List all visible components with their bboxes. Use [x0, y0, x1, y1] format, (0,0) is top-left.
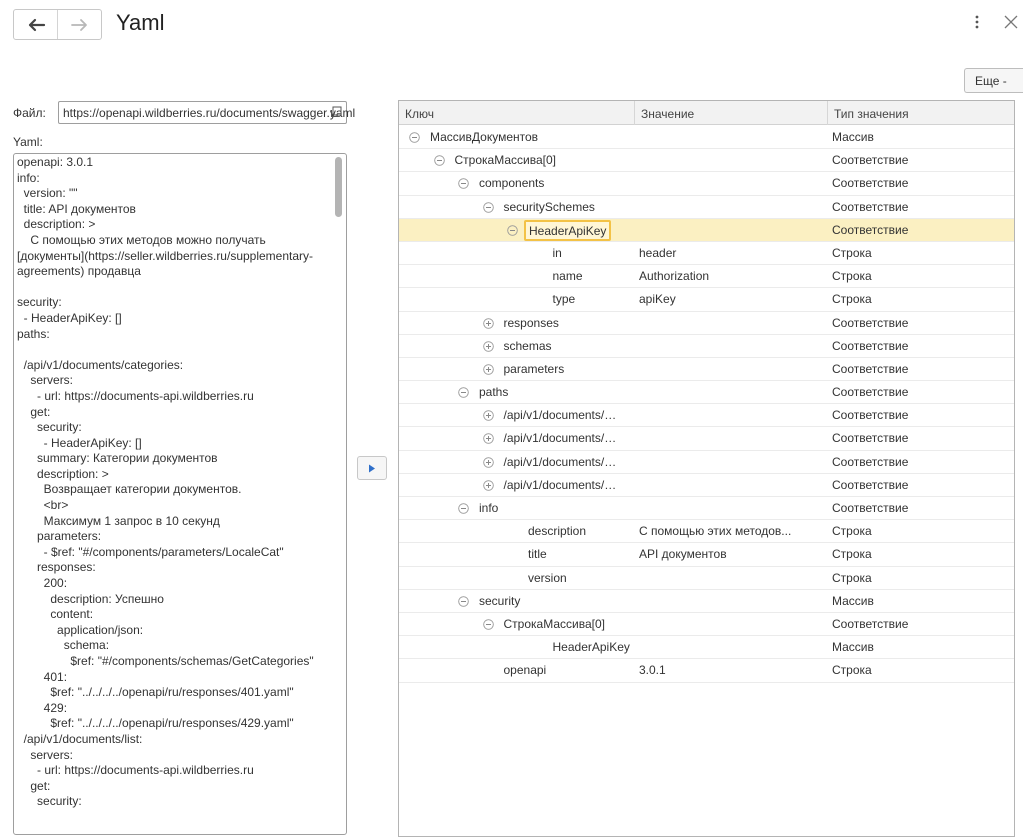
- tree-row[interactable]: [399, 265, 1014, 288]
- expand-icon[interactable]: [483, 480, 494, 491]
- collapse-icon[interactable]: [409, 132, 420, 143]
- collapse-icon[interactable]: [458, 503, 469, 514]
- open-file-button[interactable]: [324, 102, 346, 123]
- more-vertical-icon[interactable]: [969, 12, 985, 32]
- tree-row[interactable]: [399, 126, 1014, 149]
- tree-row[interactable]: [399, 149, 1014, 172]
- column-value[interactable]: Значение: [635, 101, 828, 125]
- tree-key-text: description: [528, 524, 587, 539]
- expand-icon[interactable]: [483, 318, 494, 329]
- tree-row[interactable]: [399, 590, 1014, 613]
- tree-key-text: openapi: [503, 663, 547, 678]
- collapse-icon[interactable]: [458, 596, 469, 607]
- arrow-left-icon: [26, 18, 46, 32]
- tree-row[interactable]: [399, 312, 1014, 335]
- tree-cell-type: Строка: [832, 547, 872, 562]
- tree-cell-value: [639, 404, 825, 427]
- tree-cell-key: [399, 567, 635, 590]
- more-actions-button[interactable]: Еще -: [964, 68, 1023, 93]
- tree-cell-type: Массив: [832, 130, 874, 144]
- expand-icon[interactable]: [483, 341, 494, 352]
- arrow-right-icon: [70, 18, 90, 32]
- tree-cell-type: Соответствие: [832, 454, 909, 469]
- tree-cell-value: [639, 427, 825, 450]
- tree-cell-value: apiKey: [639, 292, 676, 307]
- tree-key-text: title: [528, 547, 547, 562]
- collapse-icon[interactable]: [483, 202, 494, 213]
- collapse-icon[interactable]: [507, 225, 518, 236]
- tree-cell-value: Authorization: [639, 269, 710, 284]
- tree-cell-value: [639, 126, 825, 149]
- tree-row[interactable]: [399, 219, 1014, 242]
- tree-cell-key: [399, 242, 635, 265]
- expand-icon[interactable]: [483, 410, 494, 421]
- tree-key-text: in: [552, 245, 562, 260]
- tree-cell-key: [399, 659, 635, 682]
- tree-cell-key: [399, 288, 635, 311]
- tree-key-text: version: [528, 570, 567, 585]
- tree-cell-type: Соответствие: [832, 408, 909, 423]
- tree-cell-type: Строка: [832, 570, 872, 585]
- back-button[interactable]: [14, 10, 57, 39]
- tree-cell-key: [399, 451, 635, 474]
- tree-cell-type: Соответствие: [832, 176, 909, 191]
- tree-cell-key: [399, 149, 635, 172]
- tree-row[interactable]: [399, 451, 1014, 474]
- tree-cell-type: Соответствие: [832, 361, 909, 376]
- tree-key-text: type: [552, 292, 576, 307]
- tree-cell-key: [399, 474, 635, 497]
- tree-cell-key: [399, 404, 635, 427]
- tree-cell-key: [399, 219, 635, 242]
- tree-row[interactable]: [399, 288, 1014, 311]
- tree-row[interactable]: [399, 567, 1014, 590]
- collapse-icon[interactable]: [483, 619, 494, 630]
- tree-cell-type: Соответствие: [832, 501, 909, 515]
- tree-cell-key: [399, 543, 635, 566]
- tree-cell-value: [639, 335, 825, 358]
- tree-cell-value: [639, 381, 825, 404]
- file-input[interactable]: [58, 101, 356, 124]
- tree-cell-key: [399, 265, 635, 288]
- tree-key-text: /api/v1/documents/…: [503, 454, 617, 469]
- collapse-icon[interactable]: [458, 387, 469, 398]
- tree-cell-value: [639, 196, 825, 219]
- tree-key-text: HeaderApiKey: [524, 220, 611, 241]
- file-label: Файл:: [13, 106, 46, 120]
- navigation-buttons: [13, 9, 102, 40]
- tree-key-text: paths: [479, 385, 509, 400]
- close-icon[interactable]: [1003, 14, 1019, 30]
- collapse-icon[interactable]: [434, 155, 445, 166]
- tree-cell-value: [639, 358, 825, 381]
- tree-row[interactable]: [399, 636, 1014, 659]
- tree-cell-type: Массив: [832, 593, 874, 608]
- tree-key-text: СтрокаМассива[0]: [503, 616, 605, 631]
- tree-cell-key: [399, 381, 635, 404]
- expand-icon[interactable]: [483, 433, 494, 444]
- tree-cell-value: [639, 497, 825, 520]
- tree-cell-key: [399, 196, 635, 219]
- tree-cell-key: [399, 172, 635, 195]
- expand-icon[interactable]: [483, 364, 494, 375]
- tree-cell-value: [639, 474, 825, 497]
- tree-cell-key: [399, 613, 635, 636]
- yaml-textarea[interactable]: [13, 153, 347, 835]
- tree-row[interactable]: [399, 196, 1014, 219]
- tree-cell-key: [399, 126, 635, 149]
- tree-key-text: HeaderApiKey: [552, 640, 630, 655]
- tree-key-text: /api/v1/documents/…: [503, 408, 617, 423]
- tree-row[interactable]: [399, 520, 1014, 543]
- tree-cell-key: [399, 497, 635, 520]
- file-value: https://openapi.wildberries.ru/documents/swagger.yaml: [63, 106, 356, 120]
- collapse-icon[interactable]: [458, 178, 469, 189]
- tree-cell-type: Соответствие: [832, 222, 909, 237]
- tree-cell-type: Строка: [832, 663, 872, 678]
- tree-cell-type: Массив: [832, 640, 874, 655]
- play-icon: [368, 464, 376, 473]
- tree-cell-value: [639, 172, 825, 195]
- tree-cell-type: Строка: [832, 269, 872, 284]
- tree-cell-key: [399, 312, 635, 335]
- tree-row[interactable]: [399, 358, 1014, 381]
- tree-cell-value: [639, 219, 825, 242]
- tree-key-text: security: [479, 593, 521, 608]
- tree-cell-value: [639, 451, 825, 474]
- yaml-scrollbar[interactable]: [335, 157, 342, 829]
- tree-key-text: schemas: [503, 338, 552, 353]
- tree-row[interactable]: [399, 335, 1014, 358]
- tree-row[interactable]: [399, 242, 1014, 265]
- tree-body: [399, 126, 1014, 683]
- tree-row[interactable]: [399, 543, 1014, 566]
- tree-cell-value: [639, 613, 825, 636]
- tree-cell-type: Соответствие: [832, 477, 909, 492]
- column-type[interactable]: Тип значения: [834, 107, 909, 121]
- tree-key-text: securitySchemes: [503, 199, 595, 214]
- tree-cell-type: Соответствие: [832, 315, 909, 330]
- tree-cell-key: [399, 427, 635, 450]
- tree-key-text: name: [552, 269, 583, 284]
- tree-cell-type: Соответствие: [832, 616, 909, 631]
- tree-row[interactable]: [399, 613, 1014, 636]
- tree-header: [399, 101, 1014, 125]
- tree-cell-value: [639, 636, 825, 659]
- tree-cell-type: Строка: [832, 292, 872, 307]
- tree-cell-value: С помощью этих методов...: [639, 524, 792, 539]
- tree-row[interactable]: [399, 474, 1014, 497]
- page-title: Yaml: [116, 10, 165, 35]
- tree-cell-key: [399, 335, 635, 358]
- yaml-scrollbar-thumb[interactable]: [335, 157, 342, 217]
- tree-key-text: /api/v1/documents/…: [503, 431, 617, 446]
- tree-cell-value: [639, 149, 825, 172]
- tree-cell-value: header: [639, 245, 677, 260]
- tree-cell-type: Соответствие: [832, 199, 909, 214]
- tree-row[interactable]: [399, 404, 1014, 427]
- tree-key-text: /api/v1/documents/…: [503, 477, 617, 492]
- tree-table[interactable]: [398, 100, 1015, 837]
- tree-row[interactable]: [399, 427, 1014, 450]
- yaml-label: Yaml:: [13, 135, 43, 149]
- tree-key-text: МассивДокументов: [430, 130, 539, 144]
- tree-cell-key: [399, 358, 635, 381]
- tree-row[interactable]: [399, 381, 1014, 404]
- tree-cell-value: [639, 590, 825, 613]
- tree-key-text: СтрокаМассива[0]: [454, 153, 556, 168]
- tree-row[interactable]: [399, 497, 1014, 520]
- tree-row[interactable]: [399, 659, 1014, 682]
- tree-key-text: responses: [503, 315, 559, 330]
- tree-row[interactable]: [399, 172, 1014, 195]
- tree-cell-value: [639, 567, 825, 590]
- tree-cell-type: Строка: [832, 245, 872, 260]
- tree-cell-key: [399, 590, 635, 613]
- tree-cell-value: API документов: [639, 547, 727, 562]
- tree-cell-value: [639, 312, 825, 335]
- tree-cell-value: 3.0.1: [639, 663, 666, 678]
- yaml-content: openapi: 3.0.1 info: version: "" title: API документов description: > С помощью этих методов можно получать [документы](https://seller.wildberries.ru/supplementary-agreements) продавца security: - HeaderApiKey: [] paths: /api/v1/documents/categories: servers: - url: https://documents-api.wildberries.ru get: security: - HeaderApiKey: [] summary: Категории документов description: > Возвращает категории документов. <br> Максимум 1 запрос в 10 секунд parameters: - $ref: "#/components/parameters/LocaleCat" responses: 200: description: Успешно content: application/json: schema: $ref: "#/components/schemas/GetCategories" 401: $ref: "../../../../openapi/ru/responses/401.yaml" 429: $ref: "../../../../openapi/ru/responses/429.yaml" /api/v1/documents/list: servers: - url: https://documents-api.wildberries.ru get: security:: [17, 155, 314, 809]
- column-key[interactable]: Ключ: [399, 101, 635, 125]
- tree-key-text: parameters: [503, 361, 565, 376]
- tree-cell-key: [399, 520, 635, 543]
- tree-cell-type: Строка: [832, 524, 872, 539]
- tree-key-text: components: [479, 176, 545, 191]
- tree-cell-type: Соответствие: [832, 153, 909, 168]
- tree-cell-key: [399, 636, 635, 659]
- open-window-icon: [329, 106, 342, 119]
- forward-button[interactable]: [57, 10, 101, 39]
- tree-cell-type: Соответствие: [832, 385, 909, 400]
- tree-cell-type: Соответствие: [832, 338, 909, 353]
- tree-key-text: info: [479, 501, 499, 515]
- parse-button[interactable]: [357, 456, 387, 480]
- tree-cell-type: Соответствие: [832, 431, 909, 446]
- expand-icon[interactable]: [483, 457, 494, 468]
